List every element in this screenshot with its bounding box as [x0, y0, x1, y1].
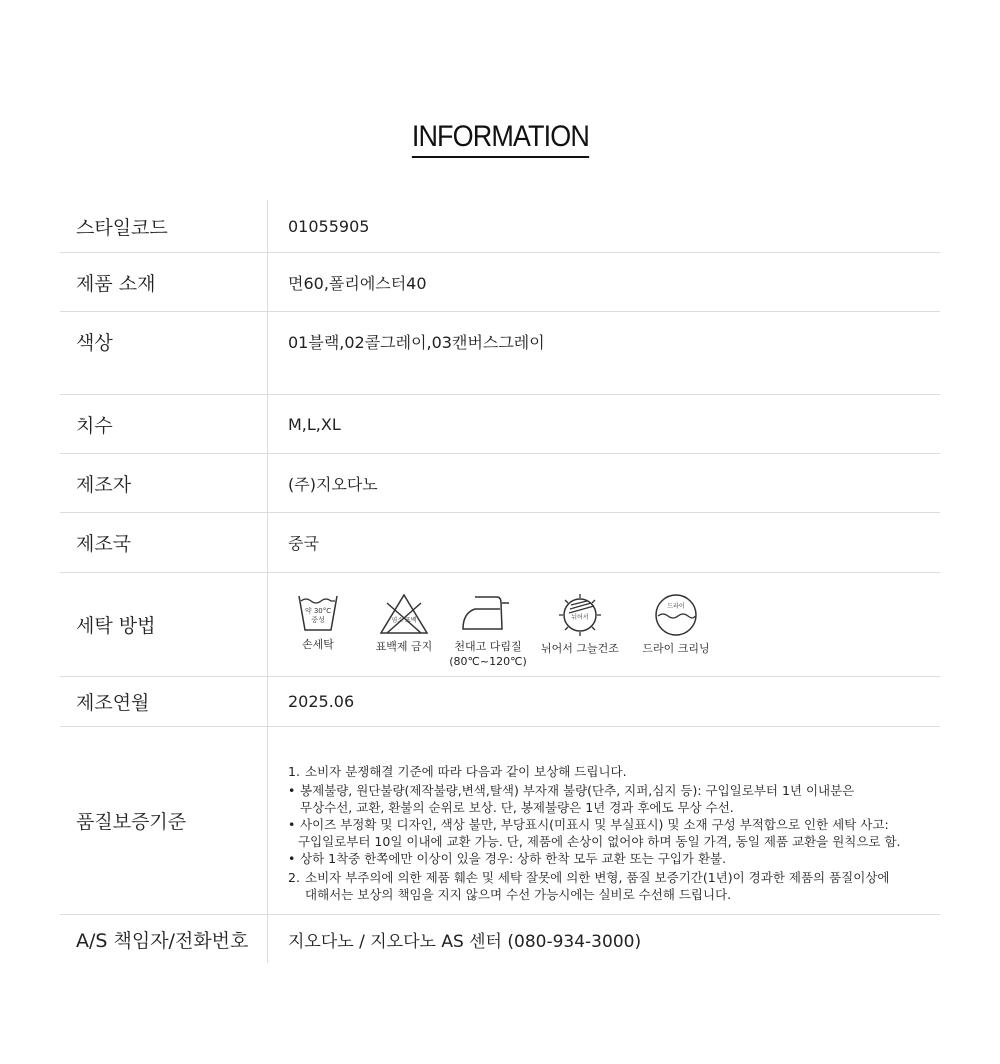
care-hand-wash: [290, 593, 346, 652]
warranty-text: [268, 727, 940, 914]
row-label: 제품 소재: [60, 253, 268, 311]
country-value: 중국: [288, 534, 319, 553]
bullet: •: [288, 851, 296, 866]
dry-clean-icon: [654, 593, 698, 637]
care-icon-text: 염소 표백: [391, 617, 417, 624]
bullet: •: [288, 783, 296, 798]
row-manufacturer: [60, 454, 940, 513]
warranty-bullet-cont: [288, 799, 940, 816]
row-warranty: [60, 727, 940, 915]
care-shade-dry: [538, 593, 622, 656]
warranty-item-cont: [288, 886, 940, 903]
warranty-bullet-cont: [288, 833, 940, 850]
row-label: 치수: [60, 395, 268, 453]
row-label: 품질보증기준: [60, 727, 268, 914]
as-value: 지오다노 / 지오다노 AS 센터 (080-934-3000): [288, 931, 642, 952]
warranty-line: 무상수선, 교환, 환불의 순위로 보상. 단, 봉제불량은 1년 경과 후에도 무상 수선.: [300, 800, 734, 815]
warranty-line: 봉제불량, 원단불량(제작불량,변색,탈색) 부자재 불량(단추, 지퍼,심지 등): 구입일로부터 1년 이내분은: [300, 783, 855, 798]
page-title: [0, 120, 1000, 158]
care-caption: 천대고 다림질: [454, 640, 522, 653]
row-label: 제조연월: [60, 677, 268, 726]
care-caption: 표백제 금지: [375, 640, 433, 653]
bullet: •: [288, 817, 296, 832]
care-caption: 뉘어서 그늘건조: [541, 642, 619, 655]
warranty-line: 소비자 부주의에 의한 제품 훼손 및 세탁 잘못에 의한 변형, 품질 보증기간(1년)이 경과한 제품의 품질이상에: [305, 870, 890, 885]
row-color: [60, 312, 940, 395]
row-label: A/S 책임자/전화번호: [60, 915, 268, 963]
warranty-bullet: [288, 816, 940, 833]
row-label: 제조국: [60, 513, 268, 572]
warranty-item: [288, 869, 940, 886]
color-value: 01블랙,02콜그레이,03캔버스그레이: [288, 333, 545, 352]
size-value: M,L,XL: [288, 414, 341, 434]
row-label: 세탁 방법: [60, 573, 268, 676]
shade-dry-icon: [557, 593, 603, 637]
care-icon-text: 중성: [311, 616, 325, 624]
row-material: [60, 253, 940, 312]
row-size: [60, 395, 940, 454]
care-caption: 드라이 크리닝: [642, 642, 710, 655]
hand-wash-icon: [296, 593, 340, 633]
care-no-bleach: [366, 593, 442, 654]
care-icon-text: 드라이: [667, 603, 685, 610]
date-value: 2025.06: [288, 692, 355, 711]
warranty-bullet: [288, 850, 940, 867]
row-label: 스타일코드: [60, 200, 268, 252]
material-value: 면60,폴리에스터40: [288, 273, 427, 293]
care-caption: 손세탁: [302, 638, 334, 651]
warranty-bullet: [288, 782, 940, 799]
row-country: [60, 513, 940, 573]
iron-icon: [459, 593, 517, 635]
row-style-code: [60, 200, 940, 253]
row-as: [60, 915, 940, 963]
list-number: 1.: [288, 764, 300, 779]
page-title-text: INFORMATION: [411, 120, 588, 158]
warranty-line: 사이즈 부정확 및 디자인, 색상 불만, 부당표시(미표시 및 부실표시) 및 소재 구성 부적합으로 인한 세탁 사고:: [300, 817, 889, 832]
care-iron: [450, 593, 526, 669]
manufacturer-value: (주)지오다노: [288, 474, 378, 494]
care-caption-sub: (80℃~120℃): [449, 655, 527, 668]
warranty-item: [288, 763, 940, 780]
care-icons: [268, 573, 940, 676]
row-date: [60, 677, 940, 727]
care-dry-clean: [638, 593, 714, 656]
style-code-value: 01055905: [288, 216, 370, 236]
warranty-line: 대해서는 보상의 책임을 지지 않으며 수선 가능시에는 실비로 수선해 드립니다.: [305, 887, 732, 902]
care-icon-text: 뉘어서: [571, 614, 589, 621]
warranty-line: 구입일로부터 10일 이내에 교환 가능. 단, 제품에 손상이 없어야 하며 동일 가격, 동일 제품 교환을 원칙으로 함.: [298, 834, 901, 849]
row-label: 색상: [60, 312, 268, 394]
info-table: [60, 200, 940, 963]
list-number: 2.: [288, 870, 300, 885]
warranty-line: 상하 1착중 한쪽에만 이상이 있을 경우: 상하 한착 모두 교환 또는 구입가 환불.: [300, 851, 727, 866]
row-label: 제조자: [60, 454, 268, 512]
no-bleach-icon: [379, 593, 429, 635]
care-icon-text: 약 30°C: [304, 607, 332, 615]
row-care: [60, 573, 940, 677]
warranty-line: 소비자 분쟁해결 기준에 따라 다음과 같이 보상해 드립니다.: [305, 764, 627, 779]
